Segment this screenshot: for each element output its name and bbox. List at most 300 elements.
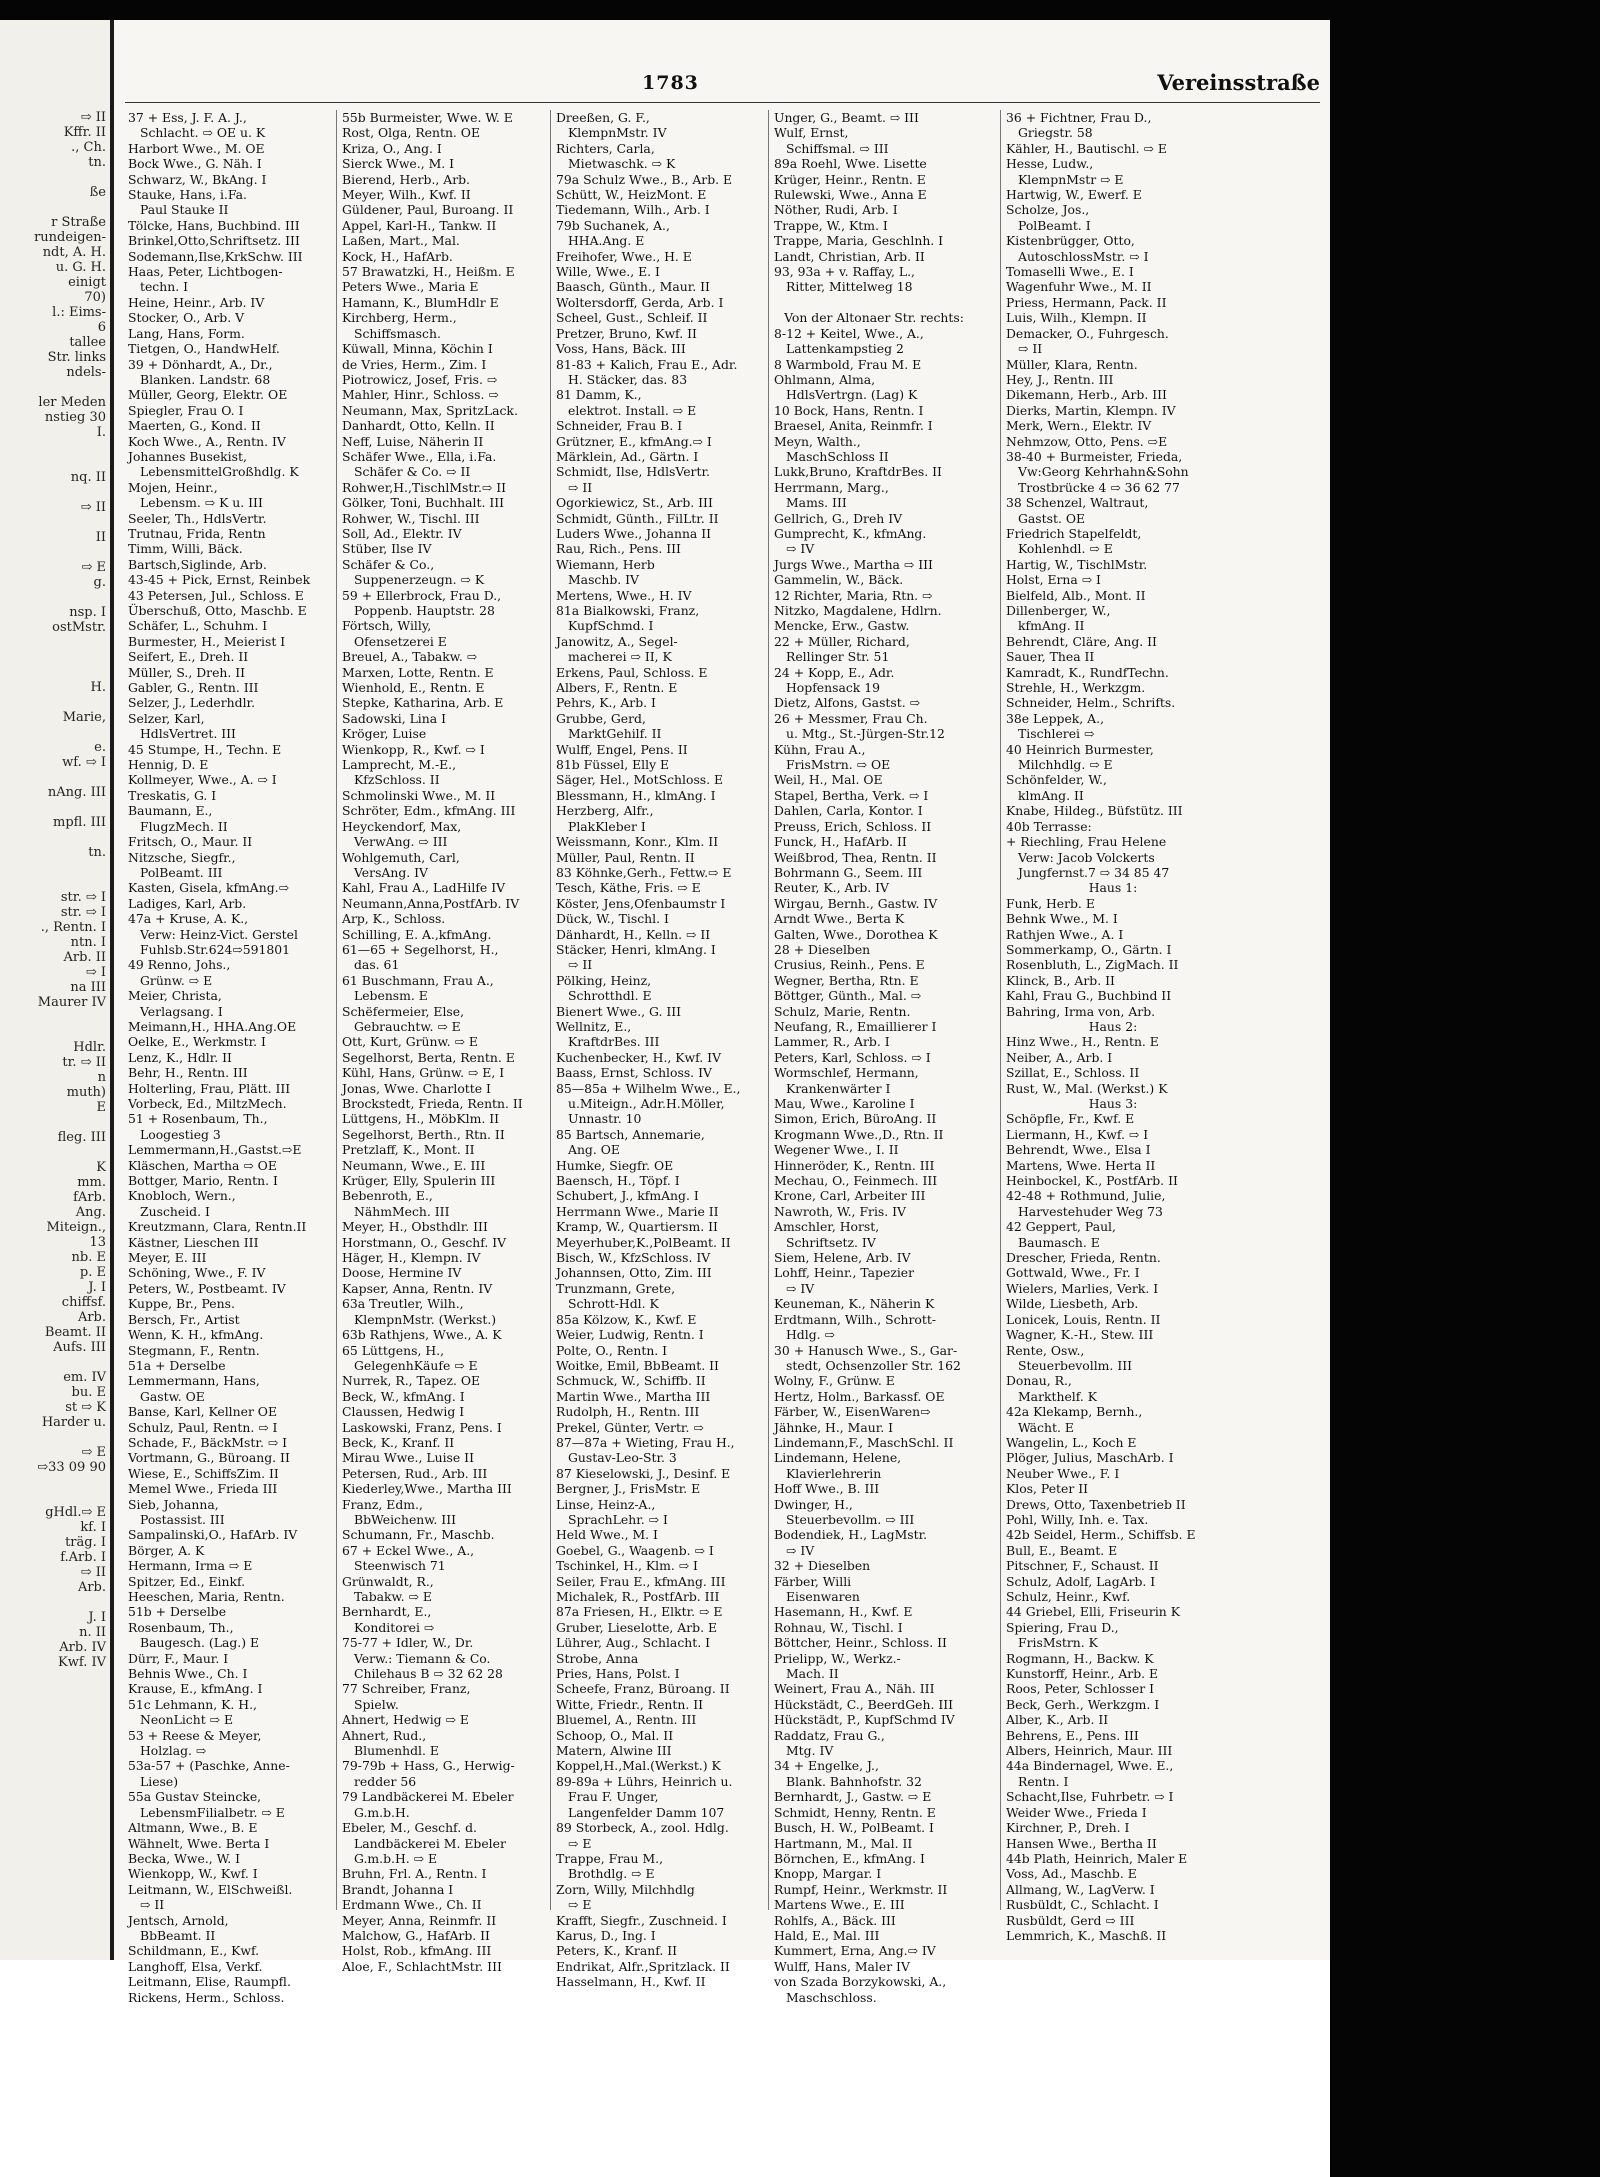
directory-entry: 81a Bialkowski, Franz,: [556, 603, 700, 618]
facing-page-fragment: [34, 665, 106, 680]
directory-entry: 75-77 + Idler, W., Dr.: [342, 1635, 474, 1651]
directory-entry: Funk, Herb. E: [1006, 895, 1095, 911]
facing-page-fragment: [34, 770, 106, 785]
directory-entry: Schëfermeier, Else,: [342, 1003, 465, 1019]
directory-entry: Bisch, W., KfzSchloss. IV: [556, 1250, 711, 1266]
directory-entry: BbBeamt. II: [140, 1927, 216, 1943]
directory-entry: Krüger, Heinr., Rentn. E: [774, 171, 926, 187]
directory-entry: Raddatz, Frau G.,: [774, 1727, 885, 1743]
directory-entry: Lemmermann, Hans,: [128, 1373, 260, 1389]
directory-entry: Plöger, Julius, MaschArb. I: [1006, 1450, 1174, 1466]
directory-entry: Rusbüldt, C., Schlacht. I: [1006, 1897, 1159, 1913]
directory-entry: Peters, W., Postbeamt. IV: [128, 1280, 286, 1296]
scan-border-right: [1330, 0, 1600, 2177]
directory-entry: 93, 93a + v. Raffay, L.,: [774, 264, 915, 280]
directory-entry: 22 + Müller, Richard,: [774, 633, 910, 649]
directory-entry: Holst, Erna ⇨ I: [1006, 572, 1101, 588]
directory-entry: Wille, Wwe., E. I: [556, 264, 660, 280]
directory-entry: Häger, H., Klempn. IV: [342, 1250, 481, 1266]
directory-entry: 79 Landbäckerei M. Ebeler: [342, 1789, 514, 1805]
directory-entry: Behr, H., Rentn. III: [128, 1065, 248, 1081]
directory-entry: Hinz Wwe., H., Rentn. E: [1006, 1034, 1159, 1050]
directory-entry: Knobloch, Wern.,: [128, 1188, 236, 1204]
directory-entry: Kläschen, Martha ⇨ OE: [128, 1157, 277, 1173]
directory-entry: 55b Burmeister, Wwe. W. E: [342, 110, 513, 125]
directory-entry: 51c Lehmann, K. H.,: [128, 1696, 257, 1712]
facing-page-fragment: [34, 545, 106, 560]
directory-entry: Küwall, Minna, Köchin I: [342, 341, 493, 357]
directory-entry: 38e Leppek, A.,: [1006, 710, 1105, 726]
directory-entry: Stüber, Ilse IV: [342, 541, 432, 557]
directory-entry: 44 Griebel, Elli, Friseurin K: [1006, 1604, 1180, 1620]
directory-entry: Wangelin, L., Koch E: [1006, 1434, 1137, 1450]
directory-entry: Suppenerzeugn. ⇨ K: [354, 572, 485, 588]
directory-entry: Spiering, Frau D.,: [1006, 1619, 1119, 1635]
directory-entry: 81b Füssel, Elly E: [556, 757, 670, 773]
directory-entry: Trutnau, Frida, Rentn: [128, 525, 266, 541]
directory-entry: Stauke, Hans, i.Fa.: [128, 187, 247, 203]
directory-entry: Wohlgemuth, Carl,: [342, 849, 460, 865]
directory-entry: Scheefe, Franz, Büroang. II: [556, 1681, 730, 1697]
facing-page-fragment: em. IV: [63, 1370, 106, 1385]
directory-entry: Dikemann, Herb., Arb. III: [1006, 387, 1167, 403]
directory-entry: Mau, Wwe., Karoline I: [774, 1096, 915, 1111]
directory-entry: kfmAng. II: [1018, 618, 1085, 634]
directory-entry: Schulz, Adolf, LagArb. I: [1006, 1573, 1156, 1589]
directory-entry: Kreutzmann, Clara, Rentn.II: [128, 1219, 307, 1235]
directory-entry: Holst, Rob., kfmAng. III: [342, 1943, 492, 1959]
directory-entry: Steuerbevollm. ⇨ III: [786, 1511, 915, 1527]
directory-entry: 43 Petersen, Jul., Schloss. E: [128, 587, 304, 603]
directory-entry: Wirgau, Bernh., Gastw. IV: [774, 895, 938, 911]
directory-entry: Meyer, H., Obsthdlr. III: [342, 1219, 488, 1235]
directory-entry: Unger, G., Beamt. ⇨ III: [774, 110, 919, 125]
column-1: [128, 110, 328, 2005]
directory-entry: Bartsch,Siglinde, Arb.: [128, 556, 267, 572]
directory-entry: Schneider, Helm., Schrifts.: [1006, 695, 1176, 711]
running-head: Vereinsstraße: [1157, 70, 1320, 95]
directory-entry: 79-79b + Hass, G., Herwig-: [342, 1758, 515, 1774]
directory-entry: Zuscheid. I: [140, 1203, 210, 1219]
facing-page-fragment: [34, 485, 106, 500]
directory-entry: Weißbrod, Thea, Rentn. II: [774, 849, 937, 865]
facing-page-fragment: bu. E: [71, 1385, 106, 1400]
directory-entry: Lüttgens, H., MöbKlm. II: [342, 1111, 499, 1127]
directory-entry: Rellinger Str. 51: [786, 649, 890, 665]
facing-page-fragment: Beamt. II: [44, 1325, 106, 1340]
facing-page-fragment: Arb.: [77, 1310, 106, 1325]
directory-entry: Chilehaus B ⇨ 32 62 28: [354, 1666, 503, 1682]
directory-entry: 8-12 + Keitel, Wwe., A.,: [774, 325, 924, 341]
directory-entry: 44a Bindernagel, Wwe. E.,: [1006, 1758, 1174, 1774]
directory-entry: Gebrauchtw. ⇨ E: [354, 1018, 461, 1034]
directory-entry: Nitzko, Magdalene, Hdlrn.: [774, 603, 942, 618]
directory-entry: Mach. II: [786, 1666, 839, 1682]
directory-entry: Wähnelt, Wwe. Berta I: [128, 1835, 270, 1851]
directory-entry: Maschb. IV: [568, 572, 640, 588]
directory-entry: Sadowski, Lina I: [342, 710, 446, 726]
directory-entry: Lemmermann,H.,Gastst.⇨E: [128, 1142, 302, 1158]
directory-entry: Steenwisch 71: [354, 1558, 446, 1574]
directory-entry: Roos, Peter, Schlosser I: [1006, 1681, 1154, 1697]
directory-entry: redder 56: [354, 1773, 417, 1789]
column-divider: [768, 110, 769, 1910]
directory-entry: FrisMstrn. K: [1018, 1635, 1098, 1651]
directory-entry: Stapel, Bertha, Verk. ⇨ I: [774, 787, 929, 803]
directory-entry: Mencke, Erw., Gastw.: [774, 618, 910, 634]
directory-entry: Erdtmann, Wilh., Schrott-: [774, 1311, 937, 1327]
directory-entry: Bluemel, A., Rentn. III: [556, 1712, 697, 1728]
directory-entry: Schlacht. ⇨ OE u. K: [140, 125, 266, 141]
facing-page-fragment: J. I: [88, 1280, 106, 1295]
directory-entry: Gastw. OE: [140, 1388, 205, 1404]
directory-entry: Reuter, K., Arb. IV: [774, 880, 889, 896]
facing-page-fragment: [34, 1355, 106, 1370]
facing-page-fragment: 13: [89, 1235, 106, 1250]
directory-entry: Spitzer, Ed., Einkf.: [128, 1573, 246, 1589]
directory-entry: Hopfensack 19: [786, 680, 880, 696]
directory-entry: Wolny, F., Grünw. E: [774, 1373, 895, 1389]
facing-page-fragment: [34, 170, 106, 185]
directory-entry: GelegenhKäufe ⇨ E: [354, 1357, 478, 1373]
directory-entry: 67 + Eckel Wwe., A.,: [342, 1542, 475, 1558]
directory-entry: 63a Treutler, Wilh.,: [342, 1296, 464, 1312]
directory-entry: macherei ⇨ II, K: [568, 649, 672, 665]
directory-entry: 87 Kieselowski, J., Desinf. E: [556, 1465, 731, 1481]
facing-page-fragment: Hdlr.: [73, 1040, 106, 1055]
facing-page-fragment: 70): [84, 290, 106, 305]
directory-entry: Mirau Wwe., Luise II: [342, 1450, 474, 1466]
directory-entry: Meyer, E. III: [128, 1250, 207, 1266]
directory-entry: Grünw. ⇨ E: [140, 972, 213, 988]
directory-entry: 10 Bock, Hans, Rentn. I: [774, 402, 924, 418]
directory-entry: Schwarz, W., BkAng. I: [128, 171, 267, 187]
directory-entry: Haus 3:: [1088, 1096, 1138, 1111]
facing-page-fragment: mm.: [77, 1175, 106, 1190]
directory-entry: Erkens, Paul, Schloss. E: [556, 664, 708, 680]
directory-entry: Selzer, J., Lederhdlr.: [128, 695, 256, 711]
facing-page-fragment: nb. E: [71, 1250, 106, 1265]
directory-entry: Neff, Luise, Näherin II: [342, 433, 484, 449]
directory-entry: Weider Wwe., Frieda I: [1006, 1804, 1147, 1820]
directory-entry: 85 Bartsch, Annemarie,: [556, 1126, 705, 1142]
directory-entry: Verw: Jacob Volckerts: [1018, 849, 1155, 865]
directory-entry: Arp, K., Schloss.: [342, 911, 446, 927]
directory-entry: FrisMstrn. ⇨ OE: [786, 757, 891, 773]
directory-entry: Wilde, Liesbeth, Arb.: [1006, 1296, 1139, 1312]
directory-entry: 8 Warmbold, Frau M. E: [774, 356, 922, 372]
directory-entry: Wormschlef, Hermann,: [774, 1065, 919, 1081]
facing-page-fragment: Kwf. IV: [58, 1655, 106, 1670]
directory-entry: Richters, Carla,: [556, 140, 655, 156]
directory-entry: Goebel, G., Waagenb. ⇨ I: [556, 1542, 714, 1558]
directory-entry: Böttger, Günth., Mal. ⇨: [774, 988, 922, 1004]
directory-entry: Baass, Ernst, Schloss. IV: [556, 1065, 712, 1081]
directory-entry: NähmMech. III: [354, 1203, 450, 1219]
directory-entry: Verw: Heinz-Vict. Gerstel: [140, 926, 298, 942]
directory-entry: Oelke, E., Werkmstr. I: [128, 1034, 266, 1050]
directory-entry: Wielers, Marlies, Verk. I: [1006, 1280, 1159, 1296]
directory-entry: 89-89a + Lührs, Heinrich u.: [556, 1773, 733, 1789]
directory-entry: Gölker, Toni, Buchhalt. III: [342, 495, 505, 511]
directory-entry: Zorn, Willy, Milchhdlg: [556, 1881, 695, 1897]
directory-entry: Kuppe, Br., Pens.: [128, 1296, 235, 1312]
directory-entry: Krüger, Elly, Spulerin III: [342, 1173, 496, 1189]
directory-entry: ⇨ II: [1018, 341, 1043, 357]
directory-entry: Weil, H., Mal. OE: [774, 772, 883, 788]
directory-entry: Albers, F., Rentn. E: [556, 680, 678, 696]
directory-entry: Kriza, O., Ang. I: [342, 140, 442, 156]
facing-page-fragment: tn.: [88, 845, 106, 860]
directory-entry: Schäfer, L., Schuhm. I: [128, 618, 268, 634]
facing-page-fragment: str. ⇨ I: [60, 905, 106, 920]
directory-entry: Jentsch, Arnold,: [128, 1912, 229, 1928]
directory-entry: Dietz, Alfons, Gastst. ⇨: [774, 695, 921, 711]
directory-entry: Gumprecht, K., kfmAng.: [774, 525, 927, 541]
facing-page-fragment: tr. ⇨ II: [62, 1055, 106, 1070]
directory-entry: Hansen Wwe., Bertha II: [1006, 1835, 1157, 1851]
directory-entry: Rau, Rich., Pens. III: [556, 541, 681, 557]
directory-entry: Grubbe, Gerd,: [556, 710, 646, 726]
directory-entry: Schrott-Hdl. K: [568, 1296, 659, 1312]
directory-entry: Dahlen, Carla, Kontor. I: [774, 803, 923, 819]
directory-entry: Dück, W., Tischl. I: [556, 911, 669, 927]
directory-entry: Stocker, O., Arb. V: [128, 310, 245, 326]
directory-entry: Krause, E., kfmAng. I: [128, 1681, 263, 1697]
directory-entry: Horstmann, O., Geschf. IV: [342, 1234, 507, 1250]
facing-page-fragment: Arb.: [77, 1580, 106, 1595]
directory-entry: Jungfernst.7 ⇨ 34 85 47: [1018, 864, 1170, 880]
directory-entry: Sodemann,Ilse,KrkSchw. III: [128, 248, 303, 264]
directory-entry: Koppel,H.,Mal.(Werkst.) K: [556, 1758, 721, 1774]
directory-entry: Schmidt, Henny, Rentn. E: [774, 1804, 936, 1820]
facing-page-fragment: e.: [94, 740, 106, 755]
directory-entry: Kohlenhdl. ⇨ E: [1018, 541, 1113, 557]
facing-page-fragment: Marie,: [62, 710, 106, 725]
directory-entry: 53a-57 + (Paschke, Anne-: [128, 1758, 290, 1774]
directory-entry: Kühn, Frau A.,: [774, 741, 866, 757]
directory-entry: Lindemann, Helene,: [774, 1450, 902, 1466]
directory-entry: 40 Heinrich Burmester,: [1006, 741, 1154, 757]
directory-entry: Brockstedt, Frieda, Rentn. II: [342, 1096, 523, 1111]
directory-entry: Rusbüldt, Gerd ⇨ III: [1006, 1912, 1135, 1928]
directory-entry: Neumann,Anna,PostfArb. IV: [342, 895, 520, 911]
directory-entry: SprachLehr. ⇨ I: [568, 1511, 668, 1527]
directory-entry: Altmann, Wwe., B. E: [128, 1820, 258, 1836]
directory-entry: Treskatis, G. I: [128, 787, 217, 803]
directory-entry: 55a Gustav Steincke,: [128, 1789, 262, 1805]
facing-page-fragment: Miteign.,: [46, 1220, 106, 1235]
directory-entry: Nöther, Rudi, Arb. I: [774, 202, 898, 218]
directory-entry: HHA.Ang. E: [568, 233, 645, 249]
directory-entry: Rost, Olga, Rentn. OE: [342, 125, 481, 141]
facing-page-fragment: wf. ⇨ I: [62, 755, 106, 770]
directory-entry: Linse, Heinz-A.,: [556, 1496, 656, 1512]
directory-entry: Klinck, B., Arb. II: [1006, 972, 1115, 988]
directory-entry: Behrens, E., Pens. III: [1006, 1727, 1139, 1743]
directory-entry: Liermann, H., Kwf. ⇨ I: [1006, 1126, 1149, 1142]
directory-entry: Neumann, Max, SpritzLack.: [342, 402, 518, 418]
directory-entry: Grützner, E., kfmAng.⇨ I: [556, 433, 712, 449]
directory-entry: Nawroth, W., Fris. IV: [774, 1203, 906, 1219]
directory-entry: Kuchenbecker, H., Kwf. IV: [556, 1049, 722, 1065]
directory-entry: 51b + Derselbe: [128, 1604, 227, 1620]
directory-entry: Rudolph, H., Rentn. III: [556, 1404, 700, 1420]
directory-entry: Herrmann Wwe., Marie II: [556, 1203, 719, 1219]
directory-entry: 45 Stumpe, H., Techn. E: [128, 741, 282, 757]
directory-entry: Stepke, Katharina, Arb. E: [342, 695, 504, 711]
directory-entry: Rohlfs, A., Bäck. III: [774, 1912, 896, 1928]
facing-page-fragment: tallee: [69, 335, 106, 350]
directory-entry: Ofensetzerei E: [354, 633, 447, 649]
directory-entry: 59 + Ellerbrock, Frau D.,: [342, 587, 502, 603]
directory-entry: Busch, H. W., PolBeamt. I: [774, 1820, 934, 1836]
directory-entry: Wellnitz, E.,: [556, 1018, 632, 1034]
directory-entry: Pries, Hans, Polst. I: [556, 1666, 680, 1682]
facing-page-fragment: [34, 1010, 106, 1025]
directory-entry: Schrotthdl. E: [568, 988, 652, 1004]
facing-page-fragment: [34, 380, 106, 395]
directory-entry: ⇨ IV: [786, 541, 815, 557]
directory-entry: Krogmann Wwe.,D., Rtn. II: [774, 1126, 944, 1142]
directory-entry: Poppenb. Hauptstr. 28: [354, 603, 495, 618]
directory-entry: Lukk,Bruno, KraftdrBes. II: [774, 464, 942, 480]
directory-entry: u. Mtg., St.-Jürgen-Str.12: [786, 726, 945, 742]
directory-entry: H. Stäcker, das. 83: [568, 371, 688, 387]
directory-entry: Funck, H., HafArb. II: [774, 834, 907, 850]
directory-entry: Klavierlehrerin: [786, 1465, 882, 1481]
facing-page-fragment: [34, 1115, 106, 1130]
directory-entry: Wienkopp, W., Kwf. I: [128, 1866, 258, 1882]
directory-entry: Rulewski, Wwe., Anna E: [774, 187, 927, 203]
directory-entry: Voss, Hans, Bäck. III: [556, 341, 686, 357]
directory-entry: Schönfelder, W.,: [1006, 772, 1107, 788]
page-number: 1783: [642, 72, 699, 94]
directory-entry: Krone, Carl, Arbeiter III: [774, 1188, 926, 1204]
directory-entry: Burmester, H., Meierist I: [128, 633, 286, 649]
directory-entry: Langenfelder Damm 107: [568, 1804, 725, 1820]
directory-entry: Kröger, Luise: [342, 726, 427, 742]
directory-entry: Witte, Friedr., Rentn. II: [556, 1696, 704, 1712]
directory-entry: Selzer, Karl,: [128, 710, 205, 726]
directory-entry: Priess, Hermann, Pack. II: [1006, 294, 1167, 310]
directory-entry: Ogorkiewicz, St., Arb. III: [556, 495, 713, 511]
facing-page-fragment: einigt: [68, 275, 106, 290]
directory-entry: Schmidt, Günth., FilLtr. II: [556, 510, 719, 526]
facing-page-fragment: n: [97, 1070, 106, 1085]
directory-entry: Drews, Otto, Taxenbetrieb II: [1006, 1496, 1186, 1512]
directory-entry: Prielipp, W., Werkz.-: [774, 1650, 901, 1666]
directory-entry: Dänhardt, H., Kelln. ⇨ II: [556, 926, 711, 942]
directory-entry: Milchhdlg. ⇨ E: [1018, 757, 1113, 773]
directory-entry: Freihofer, Wwe., H. E: [556, 248, 692, 264]
directory-entry: Danhardt, Otto, Kelln. II: [342, 418, 495, 434]
directory-entry: 49 Renno, Johs.,: [128, 957, 231, 973]
directory-entry: Schmolinski Wwe., M. II: [342, 787, 496, 803]
directory-entry: ⇨ IV: [786, 1280, 815, 1296]
directory-entry: Bohrmann G., Seem. III: [774, 864, 923, 880]
directory-entry: Kollmeyer, Wwe., A. ⇨ I: [128, 772, 277, 788]
directory-entry: Schubert, J., kfmAng. I: [556, 1188, 699, 1204]
directory-entry: Bull, E., Beamt. E: [1006, 1542, 1118, 1558]
directory-entry: Langhoff, Elsa, Verkf.: [128, 1958, 263, 1974]
directory-entry: Rohwer,H.,TischlMstr.⇨ II: [342, 479, 506, 495]
directory-entry: Wiese, E., SchiffsZim. II: [128, 1465, 279, 1481]
directory-entry: Kahl, Frau G., Buchbind II: [1006, 988, 1172, 1004]
directory-entry: Vortmann, G., Büroang. II: [128, 1450, 290, 1466]
directory-entry: Alber, K., Arb. II: [1006, 1712, 1109, 1728]
directory-page: [0, 20, 1330, 2005]
directory-entry: Bienert Wwe., G. III: [556, 1003, 682, 1019]
directory-entry: Rente, Osw.,: [1006, 1342, 1085, 1358]
directory-entry: Baugesch. (Lag.) E: [140, 1635, 260, 1651]
directory-entry: Lattenkampstieg 2: [786, 341, 904, 357]
column-3: [556, 110, 756, 1990]
directory-entry: Aloe, F., SchlachtMstr. III: [342, 1958, 502, 1974]
directory-entry: Trostbrücke 4 ⇨ 36 62 77: [1018, 479, 1180, 495]
directory-entry: Rentn. I: [1018, 1773, 1069, 1789]
directory-entry: Spiegler, Frau O. I: [128, 402, 244, 418]
facing-page-fragment: ⇨ II: [80, 500, 106, 515]
directory-entry: Martin Wwe., Martha III: [556, 1388, 711, 1404]
directory-entry: Kramp, W., Quartiersm. II: [556, 1219, 718, 1235]
directory-entry: Behnis Wwe., Ch. I: [128, 1666, 248, 1682]
directory-entry: HdlsVertret. III: [140, 726, 236, 742]
directory-entry: Lamprecht, M.-E.,: [342, 757, 457, 773]
directory-entry: HdlsVertrgn. (Lag) K: [786, 387, 918, 403]
directory-entry: Knabe, Hildeg., Büfstütz. III: [1006, 803, 1183, 819]
directory-entry: Köster, Jens,Ofenbaumstr I: [556, 895, 726, 911]
directory-entry: 42b Seidel, Herm., Schiffsb. E: [1006, 1527, 1196, 1543]
directory-entry: Neiber, A., Arb. I: [1006, 1049, 1113, 1065]
facing-page-fragment: J. I: [88, 1610, 106, 1625]
directory-entry: Schiffsmasch.: [354, 325, 441, 341]
directory-entry: LebensmittelGroßhdlg. K: [140, 464, 299, 480]
directory-entry: Donau, R.,: [1006, 1373, 1072, 1389]
column-divider: [550, 110, 551, 1910]
directory-entry: Markthelf. K: [1018, 1388, 1098, 1404]
directory-entry: Trunzmann, Grete,: [556, 1280, 676, 1296]
directory-entry: Bielfeld, Alb., Mont. II: [1006, 587, 1146, 603]
facing-page-fragment: ler Meden: [38, 395, 106, 410]
directory-entry: Tischlerei ⇨: [1018, 726, 1095, 742]
directory-entry: Holterling, Frau, Plätt. III: [128, 1080, 291, 1096]
facing-page-fragment: nsp. I: [69, 605, 106, 620]
directory-entry: Tölcke, Hans, Buchbind. III: [128, 217, 300, 233]
facing-page-fragment: r Straße: [51, 215, 106, 230]
directory-entry: Tietgen, O., HandwHelf.: [128, 341, 280, 357]
directory-entry: 89 Storbeck, A., zool. Hdlg.: [556, 1820, 729, 1836]
directory-entry: Hasemann, H., Kwf. E: [774, 1604, 913, 1620]
directory-entry: Hermann, Irma ⇨ E: [128, 1558, 253, 1574]
directory-entry: Bergner, J., FrisMstr. E: [556, 1481, 701, 1497]
directory-entry: Marxen, Lotte, Rentn. E: [342, 664, 494, 680]
directory-entry: Ott, Kurt, Grünw. ⇨ E: [342, 1034, 478, 1050]
directory-entry: Bahring, Irma von, Arb.: [1006, 1003, 1156, 1019]
directory-entry: Sampalinski,O., HafArb. IV: [128, 1527, 298, 1543]
directory-entry: NeonLicht ⇨ E: [140, 1712, 234, 1728]
directory-entry: Dreeßen, G. F.,: [556, 110, 650, 125]
directory-entry: Böttcher, Heinr., Schloss. II: [774, 1635, 947, 1651]
directory-entry: Kähler, H., Bautischl. ⇨ E: [1006, 140, 1167, 156]
directory-entry: G.m.b.H.: [354, 1804, 410, 1820]
directory-entry: ⇨ II: [568, 479, 593, 495]
directory-entry: Bernhardt, E.,: [342, 1604, 432, 1620]
directory-entry: Woltersdorff, Gerda, Arb. I: [556, 294, 724, 310]
facing-page-fragment: st ⇨ K: [65, 1400, 106, 1415]
directory-entry: Leitmann, Elise, Raumpfl.: [128, 1974, 291, 1990]
facing-page-fragment: Ang.: [75, 1205, 106, 1220]
